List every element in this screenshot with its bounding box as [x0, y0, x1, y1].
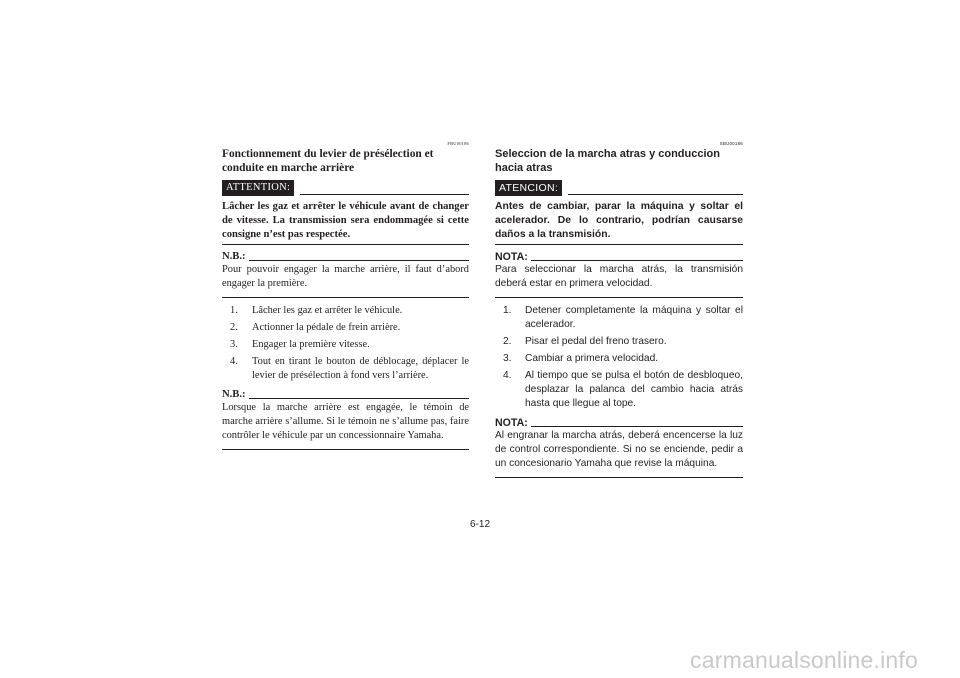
- note-divider: [531, 426, 743, 427]
- section-title: Seleccion de la marcha atras y conduccion hacia atras: [495, 148, 720, 174]
- list-item: [222, 355, 469, 383]
- step-text: Detener completamente la máquina y soltar el acelerador.: [525, 305, 743, 330]
- caution-header: [495, 180, 743, 196]
- caution-text: Lâcher les gaz et arrêter le véhicule avant de changer de vitesse. La transmission sera endommagée si cette consigne n’est pas respectée.: [222, 201, 469, 240]
- caution-end-divider: [222, 244, 469, 245]
- note-end-divider: [222, 449, 469, 450]
- list-item: [495, 335, 743, 349]
- step-number: 2.: [503, 336, 512, 347]
- section-code: FBU00186: [447, 141, 469, 146]
- steps-list: [495, 304, 743, 411]
- step-number: 1.: [230, 305, 238, 316]
- caution-divider: [568, 194, 743, 195]
- caution-text: Antes de cambiar, parar la máquina y soltar el acelerador. De lo contrario, podrían causarse daños a la transmisión.: [495, 201, 743, 240]
- step-text: Engager la première vitesse.: [252, 339, 370, 350]
- page-number: 6-12: [469, 519, 490, 530]
- watermark: carmanualsonline.info: [690, 647, 918, 673]
- list-item: [495, 369, 743, 411]
- spanish-column: [495, 140, 743, 478]
- note-end-divider: [495, 297, 743, 298]
- caution-label: ATENCION:: [495, 180, 562, 196]
- step-number: 3.: [503, 353, 512, 364]
- section-title: Fonctionnement du levier de présélection et conduite en marche arrière: [222, 148, 434, 174]
- note-text: Lorsque la marche arrière est engagée, le témoin de marche arrière s’allume. Si le témoin ne s’allume pas, faire contrôler le véhicule par un concessionnaire Yamaha.: [222, 402, 469, 441]
- step-text: Al tiempo que se pulsa el botón de desbloqueo, desplazar la palanca del cambio hacia atrás hasta que llegue al tope.: [525, 370, 743, 409]
- caution-divider: [300, 194, 469, 195]
- note-label: NOTA:: [495, 251, 528, 263]
- note-text: Para seleccionar la marcha atrás, la transmisión deberá estar en primera velocidad.: [495, 264, 743, 289]
- note-label: N.B.:: [222, 251, 246, 262]
- note-header: [222, 251, 469, 263]
- note-end-divider: [222, 297, 469, 298]
- note-header: [495, 417, 743, 429]
- step-text: Lâcher les gaz et arrêter le véhicule.: [252, 305, 403, 316]
- section-code: SBU00186: [719, 141, 743, 146]
- note-header: [495, 251, 743, 263]
- list-item: [222, 304, 469, 318]
- note-divider: [531, 260, 743, 261]
- note-label: NOTA:: [495, 417, 528, 429]
- caution-end-divider: [495, 244, 743, 245]
- step-text: Pisar el pedal del freno trasero.: [525, 336, 667, 347]
- note-divider: [249, 260, 469, 261]
- step-number: 4.: [503, 370, 512, 381]
- step-number: 4.: [230, 356, 238, 367]
- note-divider: [249, 398, 469, 399]
- note-label: N.B.:: [222, 389, 246, 400]
- french-column: [222, 140, 469, 450]
- note-header: [222, 389, 469, 401]
- steps-list: [222, 304, 469, 383]
- list-item: [495, 352, 743, 366]
- step-number: 3.: [230, 339, 238, 350]
- step-text: Actionner la pédale de frein arrière.: [252, 322, 401, 333]
- step-text: Tout en tirant le bouton de déblocage, déplacer le levier de présélection à fond vers l’arrière.: [252, 356, 469, 381]
- list-item: [495, 304, 743, 332]
- note-text: Al engranar la marcha atrás, deberá encencerse la luz de control correspondiente. Si no se enciende, pedir a un concesionario Yamaha que revise la máquina.: [495, 430, 743, 469]
- note-end-divider: [495, 477, 743, 478]
- step-number: 2.: [230, 322, 238, 333]
- note-text: Pour pouvoir engager la marche arrière, il faut d’abord engager la première.: [222, 264, 469, 289]
- step-text: Cambiar a primera velocidad.: [525, 353, 659, 364]
- list-item: [222, 338, 469, 352]
- step-number: 1.: [503, 305, 512, 316]
- list-item: [222, 321, 469, 335]
- caution-label: ATTENTION:: [222, 180, 294, 196]
- caution-header: [222, 180, 469, 196]
